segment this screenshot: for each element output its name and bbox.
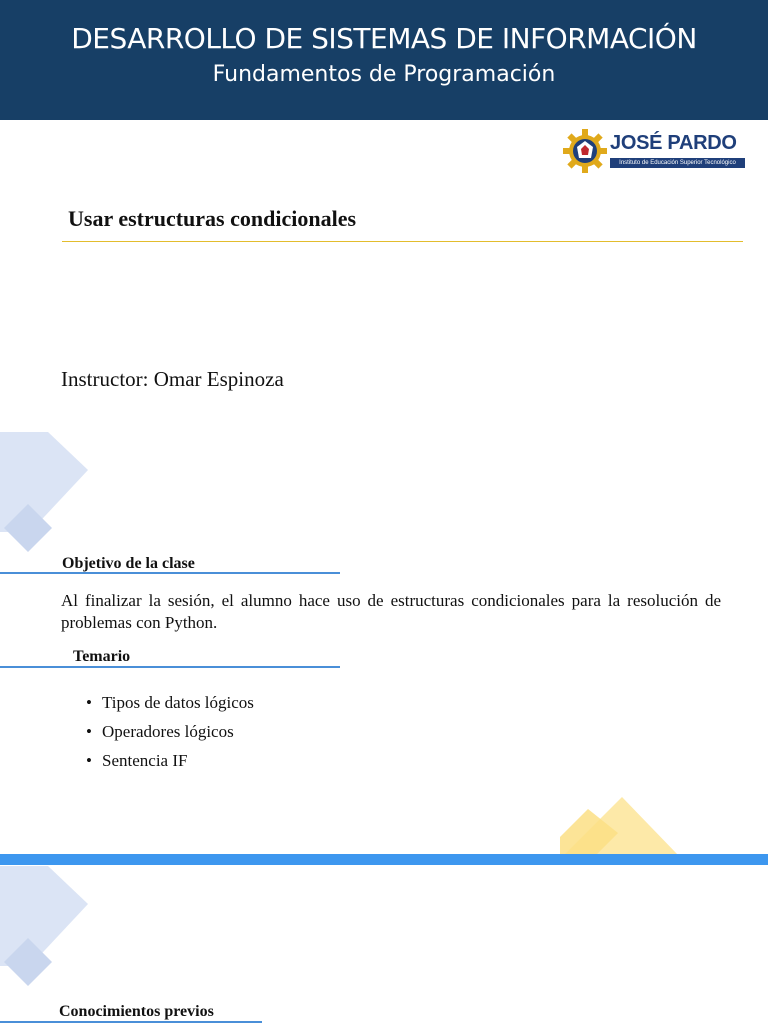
- instructor-name: Instructor: Omar Espinoza: [61, 367, 284, 391]
- agenda-underline: [0, 666, 340, 668]
- institute-logo: [562, 128, 748, 176]
- list-item: • Operadores lógicos: [86, 722, 234, 741]
- objective-underline: [0, 572, 340, 574]
- list-item: • Tipos de datos lógicos: [86, 693, 254, 712]
- program-title: DESARROLLO DE SISTEMAS DE INFORMACIÓN: [71, 22, 697, 55]
- agenda-heading: Temario: [73, 648, 131, 665]
- slide-divider: [0, 854, 768, 865]
- list-item: • Sentencia IF: [86, 751, 188, 770]
- gear-emblem-icon: [562, 128, 608, 174]
- slide-header: [0, 0, 768, 120]
- agenda-list: [86, 688, 254, 775]
- decorative-diamonds-yellow: [556, 797, 680, 855]
- logo-name: JOSÉ PARDO: [610, 132, 737, 154]
- logo-tagline: Instituto de Educación Superior Tecnológico: [610, 158, 745, 168]
- decorative-diamonds-top: [0, 432, 90, 556]
- decorative-diamonds-bottom: [0, 866, 90, 988]
- prior-knowledge-underline: [0, 1021, 262, 1023]
- title-underline: [62, 241, 743, 242]
- prior-knowledge-heading: Conocimientos previos: [59, 1003, 214, 1020]
- course-title: Fundamentos de Programación: [212, 62, 556, 87]
- session-title: Usar estructuras condicionales: [68, 206, 357, 231]
- objective-heading: Objetivo de la clase: [62, 555, 195, 572]
- objective-text: Al finalizar la sesión, el alumno hace uso de estructuras condicionales para la resolución de problemas con Python.: [61, 591, 721, 632]
